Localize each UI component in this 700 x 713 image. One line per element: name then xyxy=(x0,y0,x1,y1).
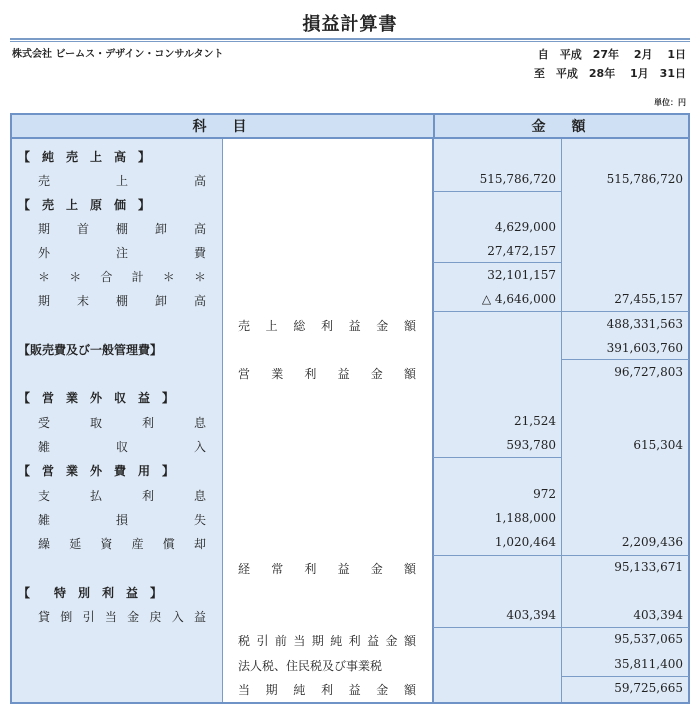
amount-sales-total: 515,786,720 xyxy=(606,172,683,186)
amount-deferred-amortization: 1,020,464 xyxy=(494,535,556,549)
section-net-sales: 【 純 売 上 高 】 xyxy=(18,150,151,164)
label-interest-income: 受 取 利 息 xyxy=(38,416,206,430)
label-deferred-amortization: 繰 延 資 産 償 却 xyxy=(38,537,206,551)
result-pretax-profit: 税 引 前 当 期 純 利 益 金 額 xyxy=(238,634,416,648)
result-ordinary-profit: 経 常 利 益 金 額 xyxy=(238,562,416,576)
rule xyxy=(562,359,689,360)
amount-sales-detail: 515,786,720 xyxy=(479,172,556,186)
label-misc-income: 雑 収 入 xyxy=(38,440,206,454)
section-non-operating-expenses: 【 営 業 外 費 用 】 xyxy=(18,464,175,478)
rule xyxy=(433,262,561,263)
amount-misc-loss: 1,188,000 xyxy=(494,511,556,525)
title-rule-thin xyxy=(10,41,690,42)
amount-gross-profit: 488,331,563 xyxy=(606,317,683,331)
amount-outsourcing: 27,472,157 xyxy=(487,244,556,258)
section-sga: 【販売費及び一般管理費】 xyxy=(18,343,163,357)
border-subject-result xyxy=(222,139,223,703)
label-interest-paid: 支 払 利 息 xyxy=(38,489,206,503)
border-result-amount xyxy=(432,139,434,703)
title-rule xyxy=(10,38,690,40)
label-misc-loss: 雑 損 失 xyxy=(38,513,206,527)
amount-closing-inventory: △ 4,646,000 xyxy=(481,292,556,306)
amount-misc-income: 593,780 xyxy=(506,438,556,452)
result-net-income: 当 期 純 利 益 金 額 xyxy=(238,683,416,697)
rule xyxy=(433,627,689,628)
amount-interest-paid: 972 xyxy=(533,487,556,501)
amount-non-operating-income-total: 615,304 xyxy=(633,438,683,452)
amount-opening-inventory: 4,629,000 xyxy=(494,220,556,234)
result-column xyxy=(222,139,432,703)
period-from: 自 平成 27年 2月 1日 xyxy=(537,48,686,61)
company-name: 株式会社 ビームス・デザイン・コンサルタント xyxy=(12,49,224,60)
period-to: 至 平成 28年 1月 31日 xyxy=(533,67,686,80)
header-amount: 金 額 xyxy=(433,113,690,139)
label-allowance-reversal: 貸 倒 引 当 金 戻 入 益 xyxy=(38,610,206,624)
amount-interest-income: 21,524 xyxy=(514,414,556,428)
amount-allowance-reversal: 403,394 xyxy=(506,608,556,622)
border-bottom xyxy=(10,702,690,704)
amount-extraordinary-income-total: 403,394 xyxy=(633,608,683,622)
border-left xyxy=(10,139,12,703)
result-gross-profit: 売 上 総 利 益 金 額 xyxy=(238,319,416,333)
rule xyxy=(562,676,689,677)
border-right xyxy=(688,139,690,703)
document-title: 損益計算書 xyxy=(302,14,398,35)
amount-subtotal: 32,101,157 xyxy=(487,268,556,282)
amount-sga-total: 391,603,760 xyxy=(606,341,683,355)
header-subject: 科 目 xyxy=(10,113,433,139)
label-subtotal: ＊ ＊ 合 計 ＊ ＊ xyxy=(38,270,206,284)
label-closing-inventory: 期 末 棚 卸 高 xyxy=(38,294,206,308)
rule xyxy=(433,191,561,192)
unit-label: 単位：円 xyxy=(654,98,686,107)
rule xyxy=(433,457,561,458)
result-income-taxes: 法人税、住民税及び事業税 xyxy=(238,659,383,673)
amount-operating-profit: 96,727,803 xyxy=(614,365,683,379)
label-outsourcing: 外 注 費 xyxy=(38,246,206,260)
label-sales: 売 上 高 xyxy=(38,174,206,188)
section-non-operating-income: 【 営 業 外 収 益 】 xyxy=(18,391,175,405)
rule xyxy=(433,311,689,312)
label-opening-inventory: 期 首 棚 卸 高 xyxy=(38,222,206,236)
amount-net-income: 59,725,665 xyxy=(614,681,683,695)
border-amount-cols xyxy=(561,139,562,703)
amount-income-taxes: 35,811,400 xyxy=(614,657,683,671)
result-operating-profit: 営 業 利 益 金 額 xyxy=(238,367,416,381)
amount-non-operating-expenses-total: 2,209,436 xyxy=(621,535,683,549)
section-cost-of-sales: 【 売 上 原 価 】 xyxy=(18,198,151,212)
amount-cost-of-sales-total: 27,455,157 xyxy=(614,292,683,306)
amount-pretax-profit: 95,537,065 xyxy=(614,632,683,646)
section-extraordinary-income: 【 特 別 利 益 】 xyxy=(18,586,163,600)
rule xyxy=(433,555,689,556)
amount-ordinary-profit: 95,133,671 xyxy=(614,560,683,574)
